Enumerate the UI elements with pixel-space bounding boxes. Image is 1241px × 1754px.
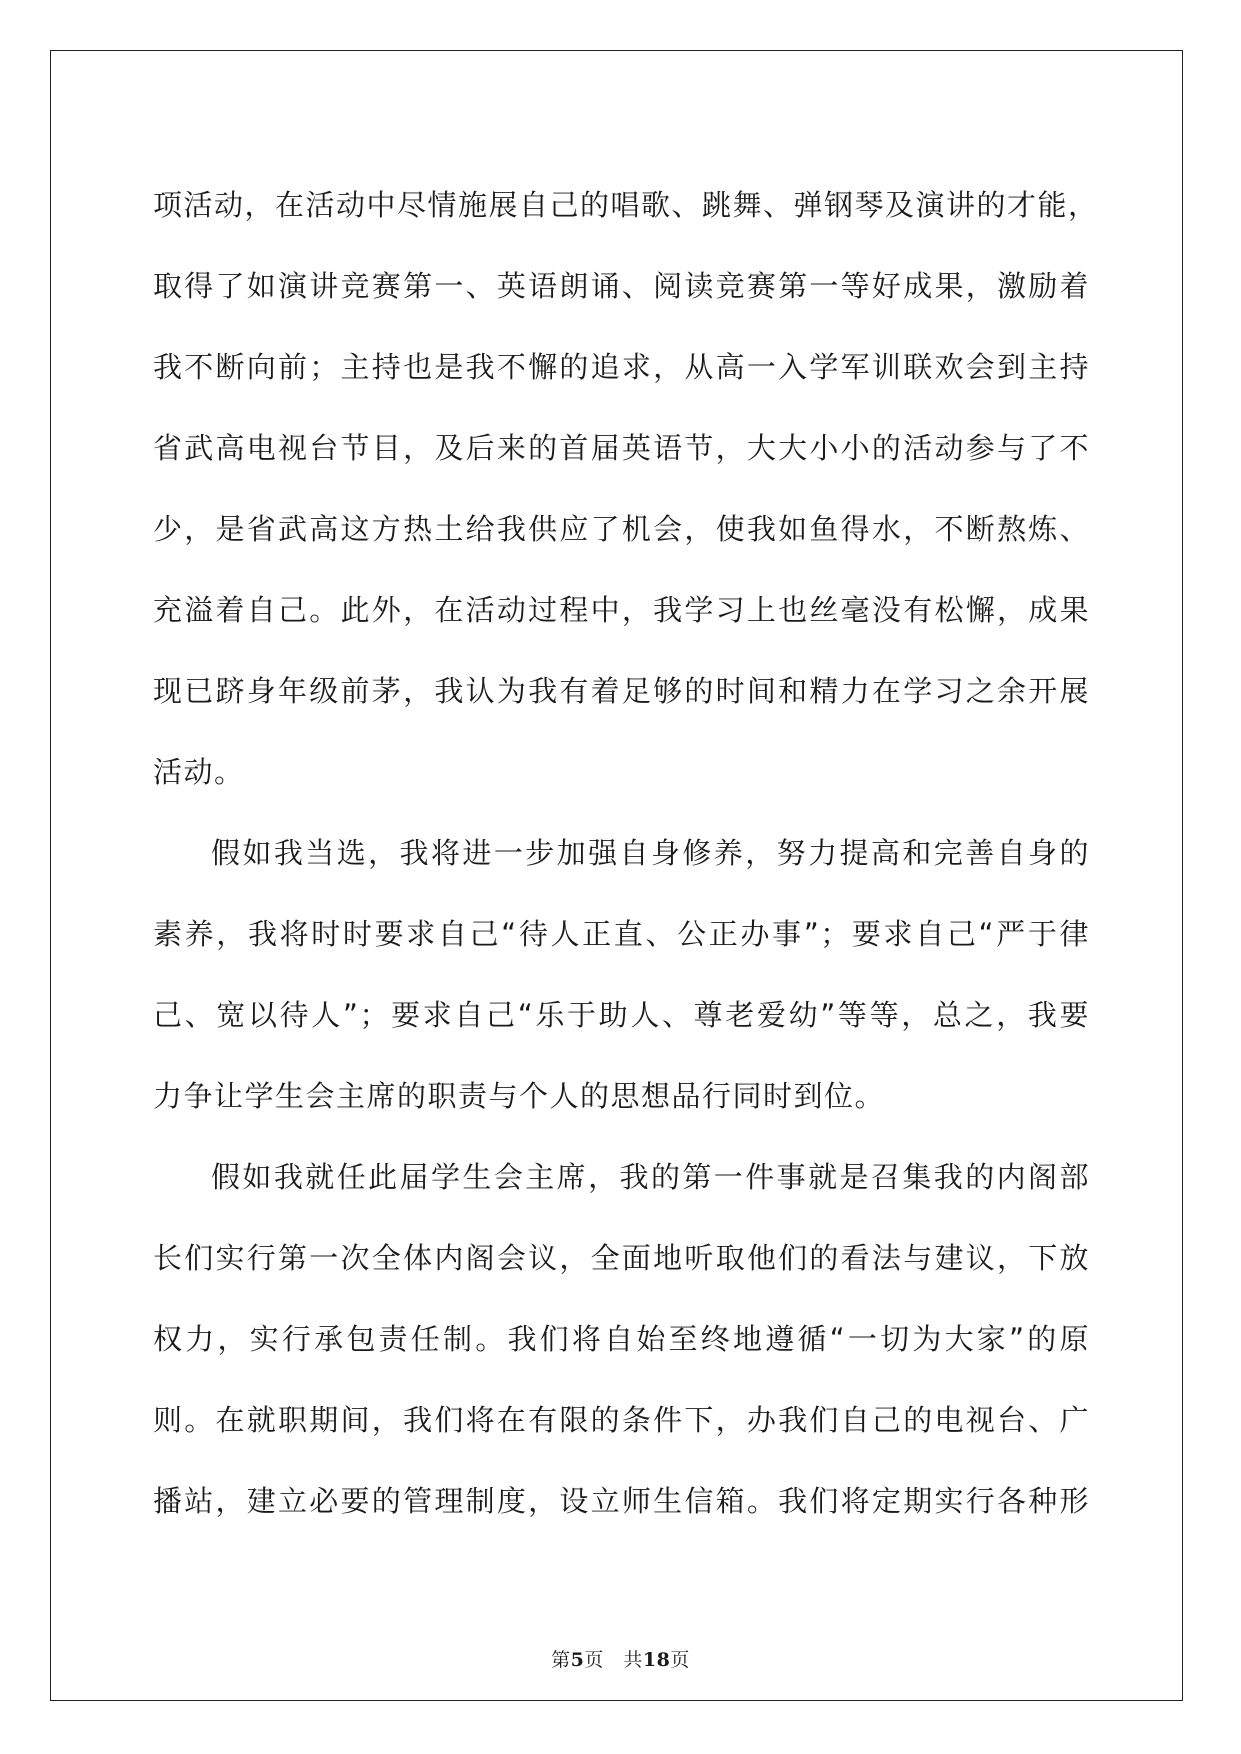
footer-suffix: 页 [670,1649,690,1671]
text-line: 素养，我将时时要求自己“待人正直、公正办事”；要求自己“严于律 [153,917,1090,951]
total-pages-number: 18 [642,1649,671,1671]
text-line: 项活动，在活动中尽情施展自己的唱歌、跳舞、弹钢琴及演讲的才能， [153,188,1099,222]
text-line: 活动。 [153,755,245,789]
document-body [153,165,1099,1542]
text-line: 己、宽以待人”；要求自己“乐于助人、尊老爱幼”等等，总之，我要 [153,998,1090,1032]
text-line: 取得了如演讲竞赛第一、英语朗诵、阅读竞赛第一等好成果，激励着 [153,269,1090,303]
text-line: 现已跻身年级前茅，我认为我有着足够的时间和精力在学习之余开展 [153,674,1090,708]
text-line: 力争让学生会主席的职责与个人的思想品行同时到位。 [153,1079,886,1113]
text-line: 权力，实行承包责任制。我们将自始至终地遵循“一切为大家”的原 [153,1322,1090,1356]
text-line: 省武高电视台节目，及后来的首届英语节，大大小小的活动参与了不 [153,431,1090,465]
text-line: 播站，建立必要的管理制度，设立师生信箱。我们将定期实行各种形 [153,1484,1090,1518]
text-line: 少，是省武高这方热土给我供应了机会，使我如鱼得水，不断熬炼、 [153,512,1090,546]
text-line: 假如我就任此届学生会主席，我的第一件事就是召集我的内阁部 [211,1160,1090,1194]
text-line: 假如我当选，我将进一步加强自身修养，努力提高和完善自身的 [211,836,1090,870]
footer-middle: 页 共 [584,1649,643,1671]
current-page-number: 5 [570,1649,585,1671]
footer-prefix: 第 [551,1649,571,1671]
text-line: 长们实行第一次全体内阁会议，全面地听取他们的看法与建议，下放 [153,1241,1090,1275]
text-line: 我不断向前；主持也是我不懈的追求，从高一入学军训联欢会到主持 [153,350,1090,384]
page-footer [0,1645,1241,1672]
text-line: 充溢着自己。此外，在活动过程中，我学习上也丝毫没有松懈，成果 [153,593,1090,627]
text-line: 则。在就职期间，我们将在有限的条件下，办我们自己的电视台、广 [153,1403,1090,1437]
